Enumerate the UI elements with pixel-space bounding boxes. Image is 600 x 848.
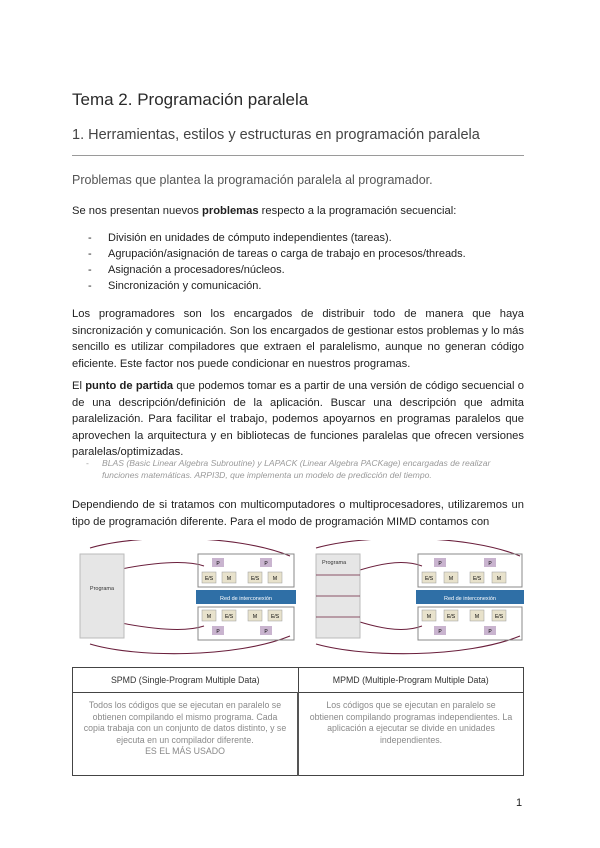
problems-list (88, 230, 466, 294)
intro-bold: problemas (202, 205, 259, 217)
table-header-mpmd: MPMD (Multiple-Program Multiple Data) (298, 668, 524, 693)
list-item: - Sincronización y comunicación. (88, 278, 466, 294)
cell-label: M (426, 614, 432, 620)
spmd-note: ES EL MÁS USADO (145, 746, 225, 756)
table-row (73, 693, 524, 776)
cell-label: P (216, 561, 220, 567)
arrow-curve (116, 563, 204, 570)
page-title: Tema 2. Programación paralela (72, 90, 309, 109)
cell-label: P (264, 561, 268, 567)
cell-label: M (226, 576, 232, 582)
network-label: Red de interconexión (220, 596, 272, 602)
intro-paragraph (72, 203, 524, 220)
cell-label: E/S (224, 614, 234, 620)
table-header-spmd: SPMD (Single-Program Multiple Data) (73, 668, 299, 693)
program-label: Programa (322, 560, 347, 566)
cell-label: P (488, 629, 492, 635)
cell-label: M (496, 576, 502, 582)
spmd-diagram (76, 540, 298, 655)
network-label: Red de interconexión (444, 596, 496, 602)
list-item: - División en unidades de cómputo independientes (tareas). (88, 230, 466, 246)
cell-label: M (252, 614, 258, 620)
program-label: Programa (89, 586, 115, 592)
cell-label: E/S (250, 576, 260, 582)
arrow-curve (360, 563, 422, 570)
spmd-description: Todos los códigos que se ejecutan en paralelo se obtienen compilando el mismo programa. Cada copia trabaja con un conjunto de datos distinto, y se ejecuta en un compilador diferente. (83, 700, 287, 745)
divider (72, 155, 524, 156)
cell-label: E/S (494, 614, 504, 620)
paragraph-mimd: Dependiendo de si tratamos con multicomputadores o multiprocesadores, utilizaremos un tipo de programación diferente. Para el modo de programación MIMD contamos con (72, 499, 524, 528)
cell-label: P (264, 629, 268, 635)
cell-label: M (448, 576, 454, 582)
cell-label: P (438, 561, 442, 567)
section-title: 1. Herramientas, estilos y estructuras en programación paralela (72, 127, 480, 143)
list-item: - Asignación a procesadores/núcleos. (88, 262, 466, 278)
page-number: 1 (516, 797, 523, 809)
paragraph-bold: punto de partida (85, 380, 174, 392)
paragraph-text-end: que podemos tomar es a partir de una versión de código secuencial o de una descripción/definición de la aplicación. Buscar una descripción que admita paralelización. Para facilitar el trabajo, podemos apoyarnos en programas paralelos que aprovechen la arquitectura y en bibliotecas de funciones paralelas que ofrecen versiones paralelas/optimizadas. (72, 380, 524, 459)
paragraph-starting-point (72, 378, 524, 461)
comparison-table (72, 667, 524, 776)
subsection-title: Problemas que plantea la programación paralela al programador. (72, 173, 433, 187)
cell-label: E/S (446, 614, 456, 620)
intro-text: Se nos presentan nuevos (72, 205, 202, 217)
cell-label: M (272, 576, 278, 582)
arrow-curve (360, 622, 422, 629)
table-header-row (73, 668, 524, 693)
cell-label: M (474, 614, 480, 620)
list-item: - Agrupación/asignación de tareas o carga de trabajo en procesos/threads. (88, 246, 466, 262)
table-cell-mpmd: Los códigos que se ejecutan en paralelo se obtienen compilando programas independientes. La aplicación a ejecutar se divide en unidades independientes. (298, 693, 524, 776)
arrow-curve (90, 636, 290, 654)
table-cell-spmd (73, 693, 299, 776)
program-box (80, 554, 124, 638)
cell-label: E/S (424, 576, 434, 582)
cell-label: E/S (472, 576, 482, 582)
arrow-curve (116, 622, 204, 629)
paragraph-programmers: Los programadores son los encargados de distribuir todo de manera que haya sincronización y comunicación. Son los encargados de gestionar estos problemas y lo más sencillo es utilizar compiladores que extraen el paralelismo, aunque no generan código eficiente. Este factor nos puede condicionar en nuestros programas. (72, 308, 524, 370)
library-note (88, 458, 524, 481)
mpmd-diagram (306, 540, 528, 655)
intro-text-end: respecto a la programación secuencial: (258, 205, 457, 217)
note-text: - BLAS (Basic Linear Algebra Subroutine) y LAPACK (Linear Algebra PACKage) encargadas de realizar funciones matemáticas. ARPI3D, que implementa un modelo de predicción del tiempo. (102, 458, 491, 480)
cell-label: P (438, 629, 442, 635)
paragraph-text: El (72, 380, 86, 392)
cell-label: E/S (204, 576, 214, 582)
cell-label: P (216, 629, 220, 635)
cell-label: P (488, 561, 492, 567)
cell-label: E/S (270, 614, 280, 620)
cell-label: M (206, 614, 212, 620)
